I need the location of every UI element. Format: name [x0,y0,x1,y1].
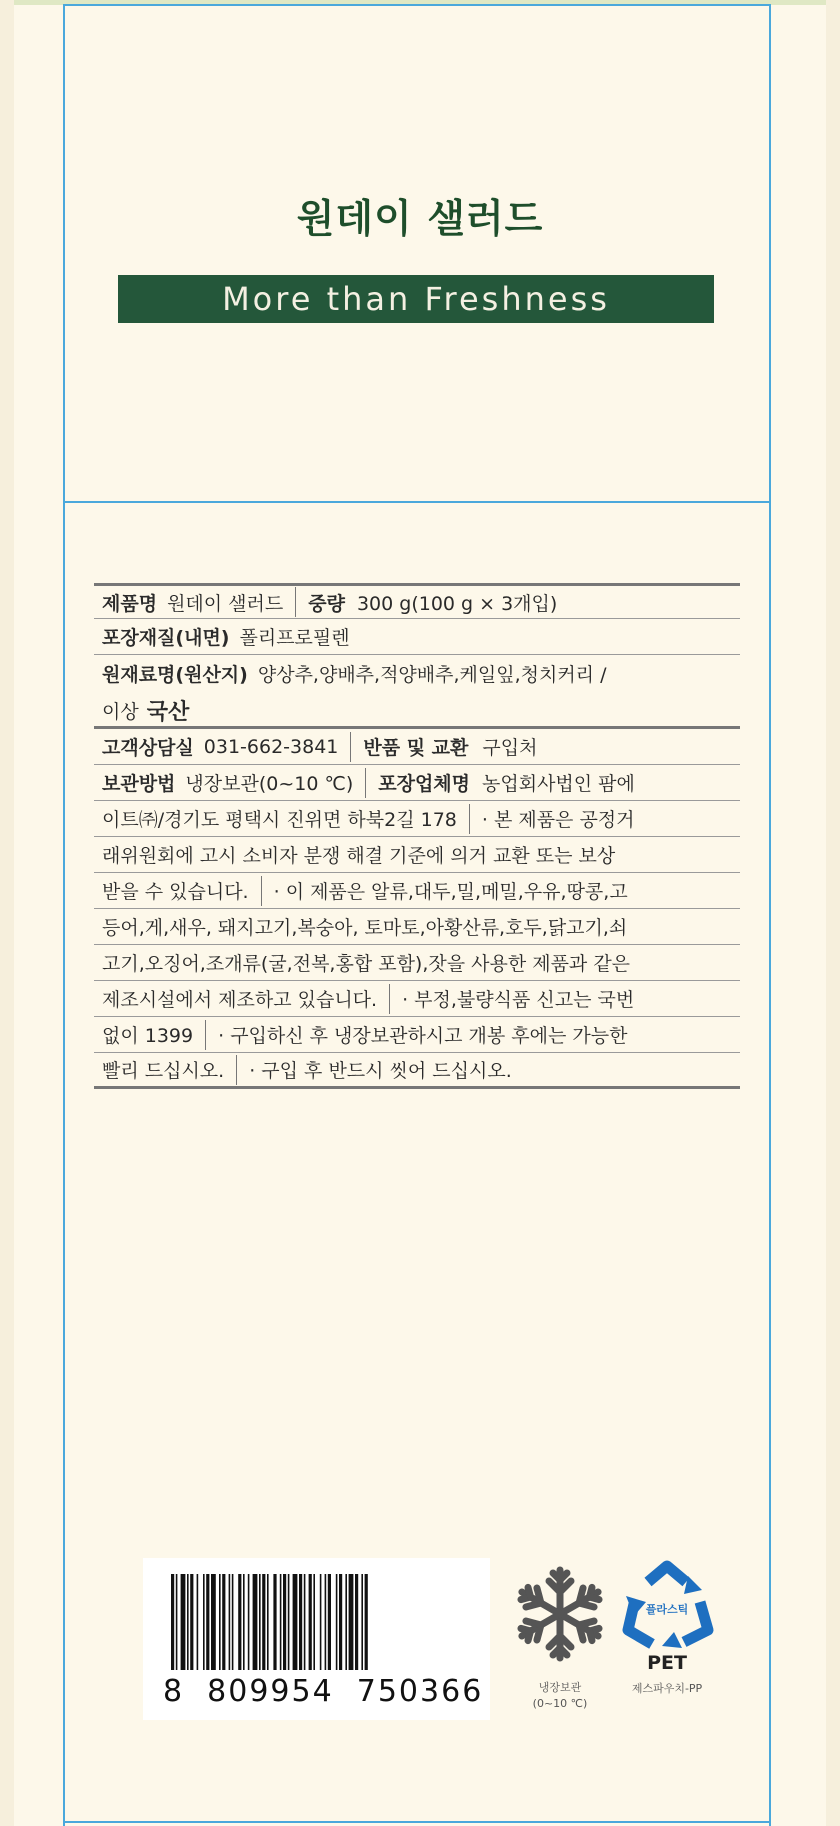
row-storage [94,765,740,801]
ingredients-value: 양상추,양배추,적양배추,케일잎,청치커리 / [257,664,607,686]
barcode-bar [248,1574,250,1670]
ingredients-origin: 국산 [146,700,190,725]
barcode-bar [339,1574,342,1670]
ingredients-label: 원재료명(원산지) [102,664,248,686]
ingredients-line-1 [94,655,740,692]
dieline-fold [63,501,771,503]
notes-line [94,909,740,945]
packaging-label: 포장재질(내면) [102,627,230,649]
divider [205,1020,206,1050]
ingredients-line-2 [94,692,740,729]
note-text: · 구입하신 후 냉장보관하시고 개봉 후에는 가능한 [218,1025,628,1047]
barcode-bar [262,1574,265,1670]
barcode-bar [325,1574,327,1670]
divider [365,768,366,798]
packaging-value: 폴리프로필렌 [239,627,350,649]
barcode-bar [313,1574,315,1670]
notes-line [94,837,740,873]
barcode-bar [361,1574,363,1670]
barcode-bar [349,1574,354,1670]
notes-line [94,873,740,909]
maker-value: 농업회사법인 팜에 [482,773,635,795]
return-label: 반품 및 교환 [363,737,469,759]
divider [236,1055,237,1085]
barcode-bar [232,1574,234,1670]
row-packaging [94,619,740,655]
barcode-bar [187,1574,189,1670]
bleed-right [826,0,840,1826]
barcode-bar [273,1574,276,1670]
dieline-bottom [63,1821,771,1823]
barcode-bar [243,1574,245,1670]
recycle-inner-text: 플라스틱 [645,1603,689,1616]
barcode-bar [203,1574,205,1670]
barcode-bar [288,1574,290,1670]
tagline-banner: More than Freshness [118,275,714,323]
note-text: 없이 1399 [102,1025,194,1047]
note-text: 고기,오징어,조개류(굴,전복,홍합 포함),잣을 사용한 제품과 같은 [102,953,631,975]
barcode-bar [293,1574,298,1670]
barcode-bar [238,1574,241,1670]
barcode-bar [280,1574,282,1670]
note-text: · 이 제품은 알류,대두,밀,메밀,우유,땅콩,고 [273,881,628,903]
barcode [143,1558,490,1720]
storage-label: 보관방법 [102,773,176,795]
brand-title: 원데이 샐러드 [296,197,544,242]
recycle-material: PET [647,1652,687,1674]
storage-caption-line1: 냉장보관 [538,1681,582,1694]
note-text: · 구입 후 반드시 씻어 드십시오. [249,1060,512,1082]
barcode-bar [253,1574,258,1670]
barcode-bar [171,1574,174,1670]
recycle-icon [618,1560,716,1652]
divider [350,732,351,762]
weight-value: 300 g(100 g × 3개입) [356,592,558,615]
product-name-value: 원데이 샐러드 [167,592,284,615]
barcode-bar [320,1574,322,1670]
bleed-left [0,0,14,1826]
ingredients-prefix: 이상 [102,701,139,723]
barcode-bar [181,1574,186,1670]
barcode-bar [355,1574,358,1670]
barcode-bar [259,1574,261,1670]
storage-value: 냉장보관(0~10 ℃) [185,773,354,795]
divider [389,984,390,1014]
note-text: 받을 수 있습니다. [102,881,249,903]
storage-caption [515,1680,605,1712]
return-value: 구입처 [482,737,538,759]
barcode-bar [336,1574,338,1670]
barcode-bar [219,1574,221,1670]
notes-line [94,801,740,837]
barcode-bar [229,1574,231,1670]
barcode-bar [267,1574,269,1670]
barcode-bar [304,1574,306,1670]
divider [261,876,262,906]
barcode-bar [309,1574,312,1670]
barcode-bar [345,1574,347,1670]
barcode-bar [197,1574,199,1670]
barcode-bar [206,1574,209,1670]
barcode-bar [328,1574,331,1670]
barcode-number: 8 809954 750366 [163,1674,484,1709]
cs-label: 고객상담실 [102,737,194,759]
notes-line [94,1017,740,1053]
note-text: · 부정,불량식품 신고는 국번 [402,989,635,1011]
barcode-bars [169,1574,469,1674]
row-customer-service [94,729,740,765]
cs-phone: 031-662-3841 [203,735,339,758]
storage-caption-line2: (0~10 ℃) [532,1697,588,1710]
divider [295,587,296,617]
barcode-bar [365,1574,368,1670]
maker-label: 포장업체명 [378,773,471,795]
barcode-bar [211,1574,216,1670]
note-text: 이트㈜/경기도 평택시 진위면 하북2길 178 [102,809,457,831]
note-text: 래위원회에 고시 소비자 분쟁 해결 기준에 의거 교환 또는 보상 [102,845,616,867]
product-name-label: 제품명 [102,592,158,615]
snowflake-icon [517,1564,603,1664]
divider [469,804,470,834]
note-text: 등어,게,새우, 돼지고기,복숭아, 토마토,아황산류,호두,닭고기,쇠 [102,917,628,939]
notes-line [94,1053,740,1089]
barcode-bar [190,1574,193,1670]
weight-label: 중량 [308,592,345,615]
row-product-name [94,583,740,619]
barcode-bar [176,1574,178,1670]
note-text: 제조시설에서 제조하고 있습니다. [102,989,378,1011]
row-ingredients [94,655,740,729]
barcode-bar [222,1574,225,1670]
product-info-table [94,583,740,1089]
barcode-bar [299,1574,302,1670]
note-text: · 본 제품은 공정거 [481,809,635,831]
notes-line [94,981,740,1017]
recycle-sub: 제스파우치-PP [631,1682,703,1695]
barcode-bar [283,1574,286,1670]
note-text: 빨리 드십시오. [102,1060,225,1082]
notes-line [94,945,740,981]
